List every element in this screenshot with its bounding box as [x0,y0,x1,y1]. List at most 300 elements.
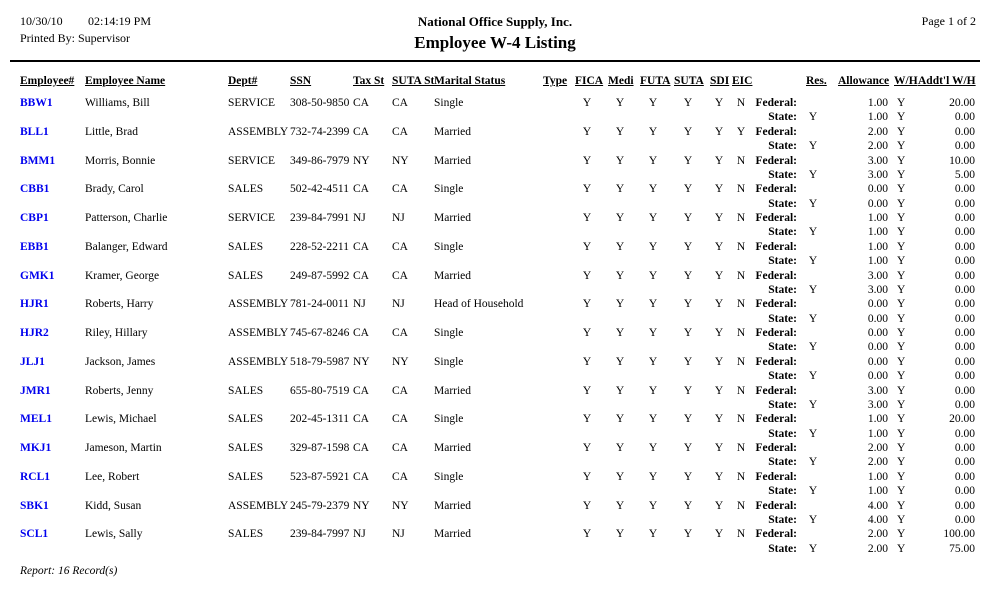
state-wh: Y [897,255,906,268]
sdi-flag: Y [714,183,724,196]
state-addtl-wh: 0.00 [954,485,975,498]
medi-flag: Y [615,470,625,483]
company-name: National Office Supply, Inc. [417,14,573,29]
federal-allowance: 3.00 [867,154,888,167]
ssn: 202-45-1311 [290,413,349,426]
federal-label: Federal: [755,269,797,282]
marital-status: Single [434,183,464,196]
eic-flag: N [736,355,746,368]
employee-id-link[interactable]: CBB1 [20,183,50,196]
futa-flag: Y [648,470,658,483]
printed-by: Printed By: Supervisor [20,31,130,45]
suta-flag: Y [683,298,693,311]
suta-flag: Y [683,183,693,196]
state-allowance: 1.00 [867,111,888,124]
tax-state: CA [353,97,369,109]
state-addtl-wh: 75.00 [949,542,975,555]
fica-flag: Y [582,499,592,512]
employee-name: Morris, Bonnie [85,154,156,167]
federal-allowance: 1.00 [867,240,888,253]
state-wh: Y [897,513,906,526]
eic-flag: N [736,154,746,167]
state-res: Y [808,341,818,354]
federal-label: Federal: [755,499,797,512]
federal-wh: Y [897,470,906,483]
tax-state: CA [353,470,369,483]
medi-flag: Y [615,499,625,512]
futa-flag: Y [648,499,658,512]
suta-flag: Y [683,384,693,397]
suta-flag: Y [683,355,693,368]
ssn: 732-74-2399 [290,125,350,138]
medi-flag: Y [615,125,625,138]
employee-name: Kramer, George [85,269,160,282]
state-addtl-wh: 5.00 [954,168,975,181]
state-wh: Y [897,456,906,469]
dept: ASSEMBLY [228,298,289,311]
employee-row [0,270,990,299]
dept: SERVICE [228,97,275,109]
federal-wh: Y [897,269,906,282]
federal-label: Federal: [755,183,797,196]
suta-state: CA [392,97,408,109]
state-addtl-wh: 0.00 [954,197,975,210]
futa-flag: Y [648,269,658,282]
futa-flag: Y [648,154,658,167]
medi-flag: Y [615,413,625,426]
col-medi: Medi [608,75,634,87]
sdi-flag: Y [714,97,724,109]
employee-id-link[interactable]: CBP1 [20,212,49,224]
eic-flag: N [736,413,746,426]
employee-id-link[interactable]: EBB1 [20,240,49,253]
state-res: Y [808,513,818,526]
header-divider [10,60,980,62]
sdi-flag: Y [714,327,724,339]
federal-addtl-wh: 10.00 [949,154,975,167]
sdi-flag: Y [714,413,724,426]
employee-id-link[interactable]: HJR2 [20,327,49,339]
medi-flag: Y [615,97,625,109]
employee-id-link[interactable]: BLL1 [20,125,49,138]
marital-status: Married [434,125,472,138]
col-sdi: SDI [710,75,730,87]
tax-state: CA [353,413,369,426]
employee-row [0,241,990,270]
state-label: State: [768,370,797,383]
state-wh: Y [897,197,906,210]
federal-wh: Y [897,528,906,541]
fica-flag: Y [582,240,592,253]
state-addtl-wh: 0.00 [954,398,975,411]
suta-state: CA [392,442,408,454]
suta-flag: Y [683,154,693,167]
state-addtl-wh: 0.00 [954,341,975,354]
medi-flag: Y [615,327,625,339]
medi-flag: Y [615,442,625,454]
futa-flag: Y [648,125,658,138]
federal-addtl-wh: 0.00 [954,212,975,224]
col-fica: FICA [575,75,604,87]
suta-state: CA [392,384,408,397]
fica-flag: Y [582,355,592,368]
col-ssn: SSN [290,75,312,87]
state-allowance: 0.00 [867,312,888,325]
state-wh: Y [897,226,906,239]
state-res: Y [808,542,818,555]
fica-flag: Y [582,154,592,167]
federal-wh: Y [897,97,906,109]
report-date: 10/30/10 [20,14,63,28]
eic-flag: N [736,442,746,454]
employee-id-link[interactable]: BMM1 [20,154,56,167]
state-res: Y [808,283,818,296]
federal-allowance: 0.00 [867,298,888,311]
dept: ASSEMBLY [228,327,289,339]
ssn: 228-52-2211 [290,240,349,253]
state-wh: Y [897,398,906,411]
sdi-flag: Y [714,528,724,541]
state-allowance: 1.00 [867,485,888,498]
state-allowance: 3.00 [867,168,888,181]
state-addtl-wh: 0.00 [954,427,975,440]
marital-status: Single [434,413,464,426]
ssn: 329-87-1598 [290,442,350,454]
employee-row [0,500,990,529]
col-dept: Dept# [228,75,258,87]
ssn: 745-67-8246 [290,327,350,339]
state-res: Y [808,427,818,440]
federal-wh: Y [897,327,906,339]
federal-addtl-wh: 20.00 [949,97,975,109]
federal-wh: Y [897,240,906,253]
employee-row [0,413,990,442]
suta-flag: Y [683,125,693,138]
futa-flag: Y [648,355,658,368]
employee-id-link[interactable]: HJR1 [20,298,49,311]
employee-id-link[interactable]: RCL1 [20,470,51,483]
sdi-flag: Y [714,355,724,368]
employee-name: Patterson, Charlie [85,212,168,224]
futa-flag: Y [648,528,658,541]
state-label: State: [768,427,797,440]
state-addtl-wh: 0.00 [954,513,975,526]
employee-id-link[interactable]: MKJ1 [20,442,52,454]
employee-name: Balanger, Edward [85,240,168,253]
tax-state: NJ [353,528,366,541]
tax-state: NY [353,355,370,368]
tax-state: CA [353,384,369,397]
ssn: 655-80-7519 [290,384,350,397]
state-label: State: [768,485,797,498]
state-res: Y [808,398,818,411]
state-label: State: [768,456,797,469]
ssn: 308-50-9850 [290,97,350,109]
suta-flag: Y [683,212,693,224]
tax-state: NJ [353,212,366,224]
state-allowance: 3.00 [867,283,888,296]
ssn: 245-79-2379 [290,499,350,512]
employee-name: Williams, Bill [85,97,150,109]
medi-flag: Y [615,240,625,253]
federal-allowance: 1.00 [867,470,888,483]
dept: SERVICE [228,154,275,167]
suta-state: NY [392,355,409,368]
state-allowance: 0.00 [867,197,888,210]
futa-flag: Y [648,298,658,311]
employee-id-link[interactable]: SCL1 [20,528,49,541]
eic-flag: N [736,499,746,512]
federal-addtl-wh: 0.00 [954,384,975,397]
suta-flag: Y [683,240,693,253]
fica-flag: Y [582,183,592,196]
record-count: Report: 16 Record(s) [20,565,118,577]
state-res: Y [808,370,818,383]
state-addtl-wh: 0.00 [954,312,975,325]
ssn: 523-87-5921 [290,470,350,483]
suta-state: CA [392,470,408,483]
state-label: State: [768,341,797,354]
state-wh: Y [897,312,906,325]
col-suta-st: SUTA St [392,75,435,87]
fica-flag: Y [582,442,592,454]
sdi-flag: Y [714,269,724,282]
suta-flag: Y [683,327,693,339]
state-res: Y [808,197,818,210]
suta-flag: Y [683,97,693,109]
employee-id-link[interactable]: SBK1 [20,499,49,512]
dept: SALES [228,528,264,541]
dept: SALES [228,413,264,426]
dept: SALES [228,442,264,454]
fica-flag: Y [582,384,592,397]
suta-flag: Y [683,528,693,541]
marital-status: Single [434,240,464,253]
state-wh: Y [897,111,906,124]
federal-wh: Y [897,212,906,224]
suta-flag: Y [683,269,693,282]
state-wh: Y [897,168,906,181]
state-wh: Y [897,283,906,296]
state-addtl-wh: 0.00 [954,255,975,268]
employee-row [0,385,990,414]
marital-status: Head of Household [434,298,524,311]
dept: ASSEMBLY [228,125,289,138]
sdi-flag: Y [714,442,724,454]
ssn: 502-42-4511 [290,183,349,196]
tax-state: NY [353,499,370,512]
medi-flag: Y [615,269,625,282]
federal-label: Federal: [755,528,797,541]
report-title: Employee W-4 Listing [414,33,576,52]
federal-label: Federal: [755,442,797,454]
employee-row [0,298,990,327]
federal-addtl-wh: 0.00 [954,355,975,368]
state-allowance: 1.00 [867,427,888,440]
employee-name: Roberts, Harry [85,298,154,311]
eic-flag: N [736,212,746,224]
eic-flag: N [736,183,746,196]
federal-wh: Y [897,298,906,311]
state-res: Y [808,456,818,469]
suta-state: NY [392,499,409,512]
futa-flag: Y [648,240,658,253]
state-allowance: 2.00 [867,456,888,469]
state-wh: Y [897,370,906,383]
state-res: Y [808,312,818,325]
state-label: State: [768,168,797,181]
state-res: Y [808,168,818,181]
marital-status: Single [434,97,464,109]
tax-state: CA [353,327,369,339]
marital-status: Single [434,470,464,483]
eic-flag: N [736,470,746,483]
employee-id-link[interactable]: JMR1 [20,384,51,397]
federal-allowance: 0.00 [867,355,888,368]
federal-wh: Y [897,154,906,167]
sdi-flag: Y [714,470,724,483]
federal-label: Federal: [755,470,797,483]
dept: SALES [228,183,264,196]
federal-addtl-wh: 0.00 [954,327,975,339]
employee-row [0,212,990,241]
employee-name: Little, Brad [85,125,139,138]
suta-state: CA [392,413,408,426]
col-futa: FUTA [640,75,671,87]
dept: SERVICE [228,212,275,224]
employee-name: Lewis, Sally [85,528,143,541]
medi-flag: Y [615,212,625,224]
suta-state: NJ [392,298,405,311]
federal-addtl-wh: 20.00 [949,413,975,426]
state-addtl-wh: 0.00 [954,140,975,153]
eic-flag: N [736,384,746,397]
federal-wh: Y [897,183,906,196]
employee-id-link[interactable]: JLJ1 [20,355,45,368]
futa-flag: Y [648,327,658,339]
fica-flag: Y [582,413,592,426]
fica-flag: Y [582,528,592,541]
federal-allowance: 0.00 [867,327,888,339]
marital-status: Married [434,499,472,512]
federal-addtl-wh: 0.00 [954,499,975,512]
ssn: 781-24-0011 [290,298,349,311]
federal-allowance: 0.00 [867,183,888,196]
tax-state: CA [353,269,369,282]
fica-flag: Y [582,470,592,483]
employee-row [0,97,990,126]
state-addtl-wh: 0.00 [954,111,975,124]
ssn: 239-84-7997 [290,528,350,541]
federal-allowance: 1.00 [867,97,888,109]
state-allowance: 3.00 [867,398,888,411]
federal-addtl-wh: 0.00 [954,125,975,138]
dept: SALES [228,470,264,483]
federal-addtl-wh: 0.00 [954,240,975,253]
marital-status: Single [434,355,464,368]
eic-flag: N [736,97,746,109]
state-res: Y [808,140,818,153]
eic-flag: N [736,240,746,253]
state-wh: Y [897,542,906,555]
suta-state: NY [392,154,409,167]
employee-row [0,471,990,500]
federal-label: Federal: [755,384,797,397]
employee-row [0,528,990,557]
sdi-flag: Y [714,499,724,512]
ssn: 518-79-5987 [290,355,350,368]
employee-name: Riley, Hillary [85,327,148,339]
sdi-flag: Y [714,298,724,311]
state-allowance: 2.00 [867,542,888,555]
fica-flag: Y [582,97,592,109]
employee-row [0,327,990,356]
employee-row [0,155,990,184]
state-allowance: 1.00 [867,226,888,239]
col-suta: SUTA [674,75,704,87]
federal-allowance: 4.00 [867,499,888,512]
eic-flag: N [736,298,746,311]
employee-id-link[interactable]: GMK1 [20,269,55,282]
state-label: State: [768,226,797,239]
federal-label: Federal: [755,125,797,138]
eic-flag: N [736,269,746,282]
suta-state: CA [392,240,408,253]
fica-flag: Y [582,298,592,311]
federal-allowance: 3.00 [867,269,888,282]
federal-wh: Y [897,442,906,454]
suta-state: NJ [392,212,405,224]
federal-addtl-wh: 100.00 [943,528,975,541]
dept: SALES [228,240,264,253]
employee-name: Jameson, Martin [85,442,162,454]
medi-flag: Y [615,298,625,311]
federal-wh: Y [897,355,906,368]
state-wh: Y [897,140,906,153]
col-type: Type [543,75,568,87]
marital-status: Married [434,269,472,282]
suta-flag: Y [683,442,693,454]
federal-allowance: 1.00 [867,413,888,426]
futa-flag: Y [648,413,658,426]
federal-label: Federal: [755,413,797,426]
employee-name: Kidd, Susan [85,499,142,512]
employee-id-link[interactable]: BBW1 [20,97,53,109]
state-label: State: [768,312,797,325]
state-label: State: [768,111,797,124]
employee-name: Brady, Carol [85,183,144,196]
employee-row [0,126,990,155]
employee-row [0,183,990,212]
suta-state: CA [392,125,408,138]
state-res: Y [808,485,818,498]
employee-row [0,442,990,471]
futa-flag: Y [648,212,658,224]
marital-status: Married [434,528,472,541]
col-employee-name: Employee Name [85,75,166,87]
col-wh: W/H [894,75,918,87]
employee-id-link[interactable]: MEL1 [20,413,52,426]
ssn: 349-86-7979 [290,154,350,167]
col-eic: EIC [732,75,753,87]
sdi-flag: Y [714,125,724,138]
federal-addtl-wh: 0.00 [954,470,975,483]
state-wh: Y [897,427,906,440]
eic-flag: Y [736,125,746,138]
employee-name: Jackson, James [85,355,156,368]
eic-flag: N [736,528,746,541]
report-time: 02:14:19 PM [88,14,152,28]
